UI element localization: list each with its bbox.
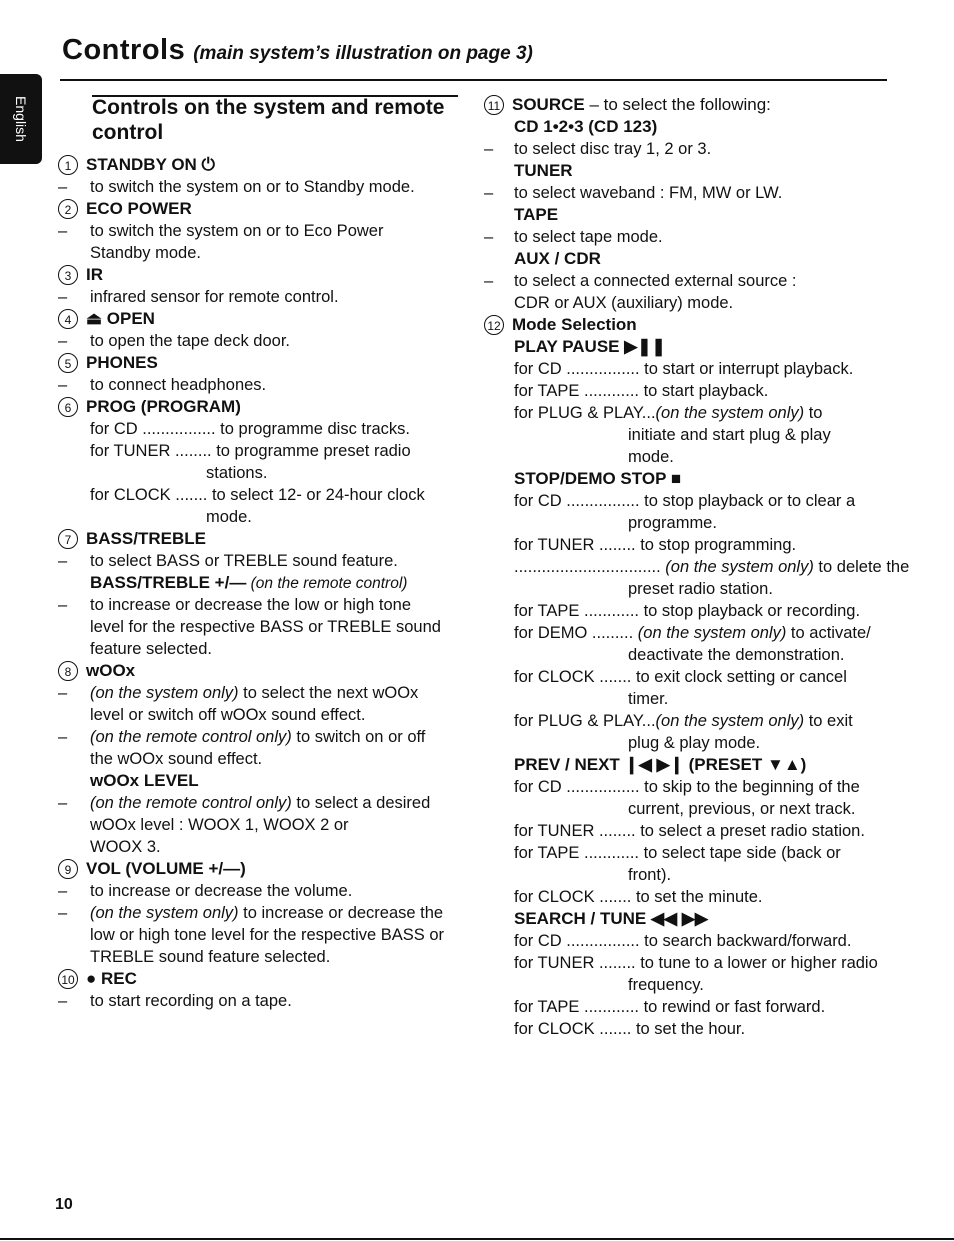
- item-text: for TAPE ............ to start playback.: [514, 382, 769, 400]
- item-text: CDR or AUX (auxiliary) mode.: [514, 294, 734, 312]
- list-item: [58, 198, 468, 220]
- item-text-tail: to exit: [804, 712, 853, 730]
- list-item: [58, 704, 468, 726]
- emphasis-text: (on the system only): [90, 684, 244, 702]
- dash-bullet: –: [484, 272, 494, 290]
- dash-bullet: –: [58, 728, 68, 746]
- list-item: [58, 990, 468, 1012]
- list-item: [58, 660, 468, 682]
- item-text: to increase or decrease the low or high tone: [90, 596, 412, 614]
- dash-bullet: –: [58, 684, 68, 702]
- list-item: [484, 116, 894, 138]
- list-item: [484, 468, 894, 490]
- item-text: for TUNER ........ to tune to a lower or higher radio: [514, 954, 878, 972]
- item-number: 5: [58, 353, 78, 373]
- item-heading: PROG (PROGRAM): [86, 397, 241, 416]
- item-text: to start recording on a tape.: [90, 992, 292, 1010]
- section-title: Controls on the system and remote control: [92, 96, 445, 144]
- list-item: [58, 352, 468, 374]
- list-item: [484, 226, 894, 248]
- list-item: [58, 770, 468, 792]
- list-item: [484, 754, 894, 776]
- dash-bullet: –: [58, 904, 68, 922]
- item-text: mode.: [206, 508, 252, 526]
- list-item: [484, 204, 894, 226]
- item-text: plug & play mode.: [628, 734, 761, 752]
- item-heading: STANDBY ON ⏻: [86, 155, 215, 174]
- dash-bullet: –: [58, 596, 68, 614]
- list-item: [484, 908, 894, 930]
- item-number: 7: [58, 529, 78, 549]
- dash-bullet: –: [484, 228, 494, 246]
- item-text: for CLOCK ....... to select 12- or 24-hour clock: [90, 486, 425, 504]
- list-item: [58, 902, 468, 924]
- dash-bullet: –: [484, 140, 494, 158]
- item-text: for CLOCK ....... to set the hour.: [514, 1020, 746, 1038]
- list-item: [58, 264, 468, 286]
- item-text: for CLOCK ....... to set the minute.: [514, 888, 763, 906]
- list-item: [484, 578, 894, 600]
- dash-bullet: –: [484, 184, 494, 202]
- right-column: [484, 94, 910, 1040]
- dash-bullet: –: [58, 376, 68, 394]
- list-item: [58, 242, 468, 264]
- item-text: front).: [628, 866, 672, 884]
- item-heading: PHONES: [86, 353, 158, 372]
- item-text: to select tape mode.: [514, 228, 663, 246]
- list-item: [484, 1018, 894, 1040]
- list-item: [484, 248, 894, 270]
- item-text: preset radio station.: [628, 580, 773, 598]
- list-item: [58, 440, 468, 462]
- item-text: for CD ................ to stop playback or to clear a: [514, 492, 856, 510]
- dash-bullet: –: [58, 178, 68, 196]
- list-item: [484, 358, 894, 380]
- item-text: level for the respective BASS or TREBLE sound: [90, 618, 441, 636]
- item-text: to select BASS or TREBLE sound feature.: [90, 552, 398, 570]
- dash-bullet: –: [58, 992, 68, 1010]
- list-item: [58, 220, 468, 242]
- item-text: to select a connected external source :: [514, 272, 797, 290]
- list-item: [484, 798, 894, 820]
- item-heading: wOOx: [86, 661, 136, 680]
- list-item: [484, 94, 894, 116]
- item-number: 1: [58, 155, 78, 175]
- list-item: [484, 380, 894, 402]
- sub-heading: TUNER: [514, 161, 573, 180]
- item-text: WOOX 3.: [90, 838, 161, 856]
- item-number: 3: [58, 265, 78, 285]
- list-item: [484, 600, 894, 622]
- sub-heading: TAPE: [514, 205, 559, 224]
- item-text: feature selected.: [90, 640, 212, 658]
- item-heading: ⏏ OPEN: [86, 309, 155, 328]
- dash-bullet: –: [58, 552, 68, 570]
- emphasis-text: (on the system only): [637, 624, 787, 642]
- list-item: [484, 490, 894, 512]
- item-text: current, previous, or next track.: [628, 800, 856, 818]
- page-number: 10: [55, 1196, 73, 1213]
- header-rule: [60, 79, 887, 81]
- item-text: TREBLE sound feature selected.: [90, 948, 331, 966]
- emphasis-text: (on the system only): [655, 404, 805, 422]
- list-item: [58, 682, 468, 704]
- item-text: for CD ................ to programme disc tracks.: [90, 420, 410, 438]
- item-text: to select the next wOOx: [243, 684, 419, 702]
- item-text: for TUNER ........ to select a preset radio station.: [514, 822, 865, 840]
- item-number: 10: [58, 969, 78, 989]
- list-item: [58, 726, 468, 748]
- list-item: [58, 836, 468, 858]
- list-item: [58, 814, 468, 836]
- list-item: [484, 996, 894, 1018]
- list-item: [484, 138, 894, 160]
- list-item: [58, 528, 468, 550]
- item-heading: Mode Selection: [512, 315, 637, 334]
- list-item: [58, 176, 468, 198]
- item-text: level or switch off wOOx sound effect.: [90, 706, 366, 724]
- item-text: initiate and start plug & play: [628, 426, 831, 444]
- sub-heading: STOP/DEMO STOP ■: [514, 469, 682, 488]
- sub-heading: PREV / NEXT ❙◀ ▶❙ (PRESET ▼▲): [514, 755, 807, 774]
- list-item: [484, 402, 894, 424]
- item-text: for CD ................ to skip to the beginning of the: [514, 778, 860, 796]
- item-text: frequency.: [628, 976, 704, 994]
- dash-bullet: –: [58, 794, 68, 812]
- list-item: [58, 396, 468, 418]
- list-item: [58, 858, 468, 880]
- list-item: [58, 572, 468, 594]
- item-text: for PLUG & PLAY...: [514, 712, 656, 730]
- list-item: [484, 952, 894, 974]
- item-text: to increase or decrease the volume.: [90, 882, 353, 900]
- list-item: [484, 336, 894, 358]
- item-text: the wOOx sound effect.: [90, 750, 263, 768]
- item-text: for TAPE ............ to rewind or fast forward.: [514, 998, 826, 1016]
- item-text: to switch on or off: [296, 728, 426, 746]
- list-item: [58, 484, 468, 506]
- item-text: mode.: [628, 448, 674, 466]
- language-tab: [0, 74, 42, 164]
- list-item: [58, 638, 468, 660]
- list-item: [484, 446, 894, 468]
- list-item: [484, 512, 894, 534]
- item-text: deactivate the demonstration.: [628, 646, 845, 664]
- item-number: 11: [484, 95, 504, 115]
- list-item: [484, 424, 894, 446]
- item-text: to switch the system on or to Eco Power: [90, 222, 384, 240]
- list-item: [58, 946, 468, 968]
- item-heading: BASS/TREBLE: [86, 529, 206, 548]
- emphasis-text: (on the system only): [90, 904, 244, 922]
- sub-heading: BASS/TREBLE +/—: [90, 573, 247, 592]
- item-text: to select a desired: [296, 794, 431, 812]
- dash-bullet: –: [58, 288, 68, 306]
- list-item: [58, 616, 468, 638]
- sub-heading: wOOx LEVEL: [90, 771, 199, 790]
- list-item: [484, 820, 894, 842]
- item-number: 2: [58, 199, 78, 219]
- item-number: 8: [58, 661, 78, 681]
- item-text: for CLOCK ....... to exit clock setting or cancel: [514, 668, 847, 686]
- item-text: infrared sensor for remote control.: [90, 288, 339, 306]
- item-text: timer.: [628, 690, 669, 708]
- list-item: [58, 880, 468, 902]
- list-item: [58, 924, 468, 946]
- list-item: [58, 792, 468, 814]
- item-text: for PLUG & PLAY...: [514, 404, 656, 422]
- list-item: [484, 314, 894, 336]
- list-item: [484, 556, 910, 578]
- list-item: [484, 160, 894, 182]
- item-heading-tail: – to select the following:: [584, 95, 771, 114]
- item-text: to switch the system on or to Standby mode.: [90, 178, 415, 196]
- page-header: [62, 34, 533, 67]
- list-item: [484, 688, 894, 710]
- list-item: [484, 776, 894, 798]
- sub-heading: AUX / CDR: [514, 249, 601, 268]
- dash-bullet: –: [58, 882, 68, 900]
- list-item: [58, 506, 468, 528]
- footer-rule: [0, 1238, 954, 1240]
- item-text-tail: to delete the: [813, 558, 910, 576]
- left-column: [58, 154, 468, 1012]
- list-item: [484, 292, 894, 314]
- item-text: to open the tape deck door.: [90, 332, 290, 350]
- item-text: Standby mode.: [90, 244, 201, 262]
- list-item: [484, 842, 894, 864]
- list-item: [484, 930, 894, 952]
- dash-bullet: –: [58, 332, 68, 350]
- item-text: for TUNER ........ to programme preset radio: [90, 442, 411, 460]
- item-text: for TAPE ............ to select tape side (back or: [514, 844, 841, 862]
- page-title: Controls: [62, 34, 186, 66]
- emphasis-text: (on the remote control only): [90, 794, 297, 812]
- list-item: [58, 374, 468, 396]
- sub-heading-note: (on the remote control): [246, 575, 408, 592]
- item-text: for CD ................ to start or interrupt playback.: [514, 360, 854, 378]
- list-item: [484, 886, 894, 908]
- page-subtitle: (main system’s illustration on page 3): [193, 43, 533, 64]
- item-heading: ● REC: [86, 969, 137, 988]
- list-item: [58, 308, 468, 330]
- item-heading: VOL (VOLUME +/—): [86, 859, 246, 878]
- list-item: [58, 418, 468, 440]
- emphasis-text: (on the system only): [655, 712, 805, 730]
- list-item: [58, 594, 468, 616]
- sub-heading: SEARCH / TUNE ◀◀ ▶▶: [514, 909, 708, 928]
- item-text: low or high tone level for the respective BASS or: [90, 926, 445, 944]
- item-text: for DEMO .........: [514, 624, 638, 642]
- list-item: [484, 270, 894, 292]
- list-item: [58, 154, 468, 176]
- item-text: for TUNER ........ to stop programming.: [514, 536, 797, 554]
- sub-heading: CD 1•2•3 (CD 123): [514, 117, 658, 136]
- item-text: stations.: [206, 464, 268, 482]
- item-text: for CD ................ to search backward/forward.: [514, 932, 852, 950]
- item-text: wOOx level : WOOX 1, WOOX 2 or: [90, 816, 349, 834]
- list-item: [484, 182, 894, 204]
- item-text: to connect headphones.: [90, 376, 267, 394]
- list-item: [58, 968, 468, 990]
- list-item: [58, 748, 468, 770]
- item-heading: ECO POWER: [86, 199, 192, 218]
- item-text: for TAPE ............ to stop playback or recording.: [514, 602, 861, 620]
- item-number: 6: [58, 397, 78, 417]
- list-item: [484, 864, 894, 886]
- list-item: [484, 622, 894, 644]
- list-item: [484, 732, 894, 754]
- item-text: to select disc tray 1, 2 or 3.: [514, 140, 712, 158]
- emphasis-text: (on the remote control only): [90, 728, 297, 746]
- item-heading: SOURCE: [512, 95, 585, 114]
- item-text: programme.: [628, 514, 717, 532]
- item-number: 4: [58, 309, 78, 329]
- list-item: [484, 534, 894, 556]
- item-text-tail: to activate/: [786, 624, 871, 642]
- language-tab-label: English: [13, 96, 29, 142]
- list-item: [58, 550, 468, 572]
- item-text-tail: to: [804, 404, 823, 422]
- item-number: 9: [58, 859, 78, 879]
- list-item: [484, 666, 894, 688]
- list-item: [484, 974, 894, 996]
- list-item: [484, 644, 894, 666]
- list-item: [58, 330, 468, 352]
- list-item: [484, 710, 894, 732]
- sub-heading: PLAY PAUSE ▶❚❚: [514, 337, 666, 356]
- item-heading: IR: [86, 265, 103, 284]
- dash-bullet: –: [58, 222, 68, 240]
- item-text: ................................: [514, 558, 666, 576]
- emphasis-text: (on the system only): [665, 558, 814, 576]
- list-item: [58, 462, 468, 484]
- item-text: to increase or decrease the: [243, 904, 444, 922]
- item-number: 12: [484, 315, 504, 335]
- item-text: to select waveband : FM, MW or LW.: [514, 184, 783, 202]
- list-item: [58, 286, 468, 308]
